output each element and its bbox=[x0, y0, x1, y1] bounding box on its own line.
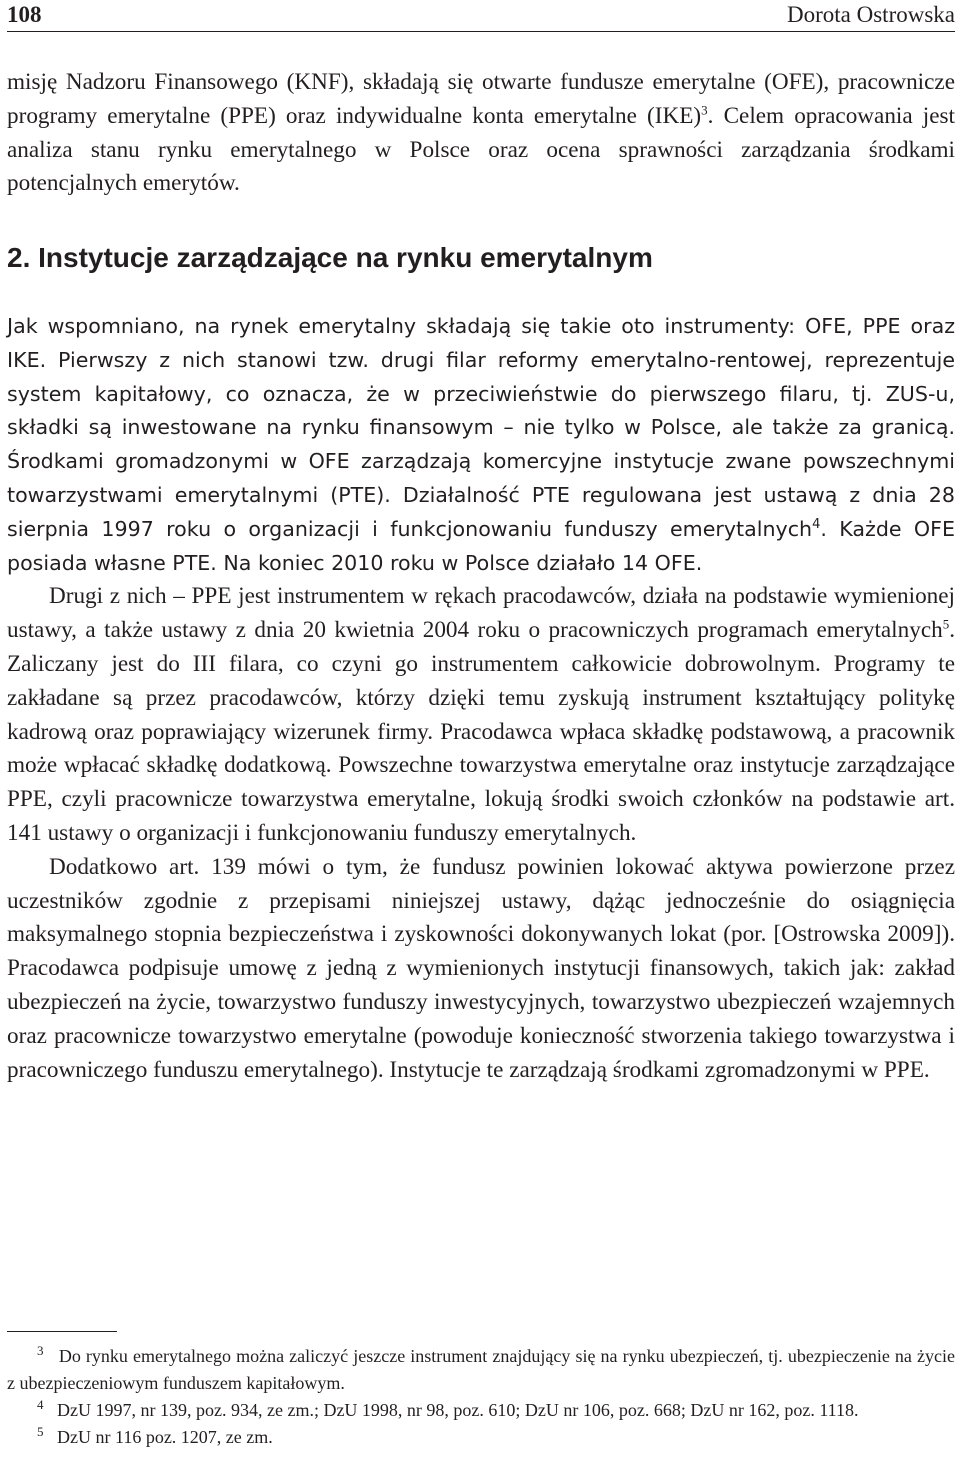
intro-text-main: misję Nadzoru Finansowego (KNF), składają się otwarte fundusze emerytalne (OFE), pracownicze programy emerytalne (PPE) oraz indywidualne konta emerytalne (IKE) bbox=[7, 69, 955, 129]
footnote-number: 5 bbox=[37, 1424, 44, 1439]
paragraph-ofe-part2: . Każde OFE posiada własne PTE. Na koniec 2010 roku w Polsce działało 14 OFE. bbox=[7, 516, 955, 575]
paragraph-ppe-part1: Drugi z nich – PPE jest instrumentem w rękach pracodawców, działa na podstawie wymienionej ustawy, a także ustawy z dnia 20 kwietnia 2004 roku o pracowniczych programach emerytalnych bbox=[7, 583, 955, 644]
footnote-text: DzU nr 116 poz. 1207, ze zm. bbox=[57, 1427, 273, 1447]
document-page bbox=[7, 0, 955, 1479]
footnote-separator bbox=[7, 1331, 117, 1332]
paragraph-ppe bbox=[7, 580, 955, 850]
paragraph-ppe-part2: . Zaliczany jest do III filara, co czyni go instrumentem całkowicie dobrowolnym. Programy te zakładane są przez pracodawców, którzy dzięki temu zyskują instrument kształtujący politykę kadrową oraz poprawiający wizerunek firmy. Pracodawca wpłaca składkę podstawową, a pracownik może wpłacać składkę dodatkową. Powszechne towarzystwa emerytalne oraz instytucje zarządzające PPE, czyli pracownicze towarzystwa emerytalne, lokują środki swoich członków na podstawie art. 141 ustawy o organizacji i funkcjonowaniu funduszy emerytalnych. bbox=[7, 617, 955, 846]
running-author: Dorota Ostrowska bbox=[787, 2, 955, 27]
footnote-5 bbox=[7, 1424, 955, 1451]
footnote-text: DzU 1997, nr 139, poz. 934, ze zm.; DzU 1998, nr 98, poz. 610; DzU nr 106, poz. 668; DzU nr 162, poz. 1118. bbox=[57, 1400, 859, 1420]
footnotes bbox=[7, 1343, 955, 1451]
footnote-ref-5[interactable]: 5 bbox=[942, 616, 950, 632]
page-number: 108 bbox=[7, 2, 42, 27]
paragraph-ofe-part1: Jak wspomniano, na rynek emerytalny składają się takie oto instrumenty: OFE, PPE oraz IKE. Pierwszy z nich stanowi tzw. drugi filar reformy emerytalno-rentowej, reprezentuje system kapitałowy, co oznacza, że w przeciwieństwie do pierwszego filaru, tj. ZUS-u, składki są inwestowane na rynku finansowym – nie tylko w Polsce, ale także za granicą. Środkami gromadzonymi w OFE zarządzają komercyjne instytucje zwane powszechnymi towarzystwami emerytalnymi (PTE). Działalność PTE regulowana jest ustawą z dnia 28 sierpnia 1997 roku o organizacji i funkcjonowaniu funduszy emerytalnych bbox=[7, 314, 955, 541]
section-heading: 2. Instytucje zarządzające na rynku emerytalnym bbox=[7, 242, 653, 273]
footnote-number: 4 bbox=[37, 1397, 44, 1412]
paragraph-art139: Dodatkowo art. 139 mówi o tym, że fundusz powinien lokować aktywa powierzone przez uczestników zgodnie z przepisami niniejszej ustawy, dążąc jednocześnie do osiągnięcia maksymalnego stopnia bezpieczeństwa i zyskowności dokonywanych lokat (por. [Ostrowska 2009]). Pracodawca podpisuje umowę z jedną z wymienionych instytucji finansowych, takich jak: zakład ubezpieczeń na życie, towarzystwo funduszy inwestycyjnych, towarzystwo ubezpieczeń wzajemnych oraz pracownicze towarzystwo emerytalne (powoduje konieczność stworzenia takiego towarzystwa i pracowniczego funduszu emerytalnego). Instytucje te zarządzają środkami zgromadzonymi w PPE. bbox=[7, 853, 955, 1083]
footnote-text: Do rynku emerytalnego można zaliczyć jeszcze instrument znajdujący się na rynku ubezpieczeń, tj. ubezpieczenie na życie z ubezpieczeniowym funduszem kapitałowym. bbox=[7, 1346, 955, 1393]
intro-text bbox=[7, 66, 955, 201]
footnote-4 bbox=[7, 1397, 955, 1424]
footnote-ref-4[interactable]: 4 bbox=[812, 516, 821, 532]
intro-paragraph bbox=[7, 66, 955, 201]
intro-text-after: . Celem opracowania jest analiza stanu rynku emerytalnego w Polsce oraz ocena sprawności zarządzania środkami potencjalnych emerytów. bbox=[7, 102, 955, 197]
footnote-ref-3[interactable]: 3 bbox=[701, 102, 708, 118]
section-body bbox=[7, 310, 955, 1087]
footnote-number: 3 bbox=[37, 1343, 44, 1358]
paragraph-ofe bbox=[7, 310, 955, 580]
running-header bbox=[7, 0, 955, 32]
footnote-3 bbox=[7, 1343, 955, 1397]
